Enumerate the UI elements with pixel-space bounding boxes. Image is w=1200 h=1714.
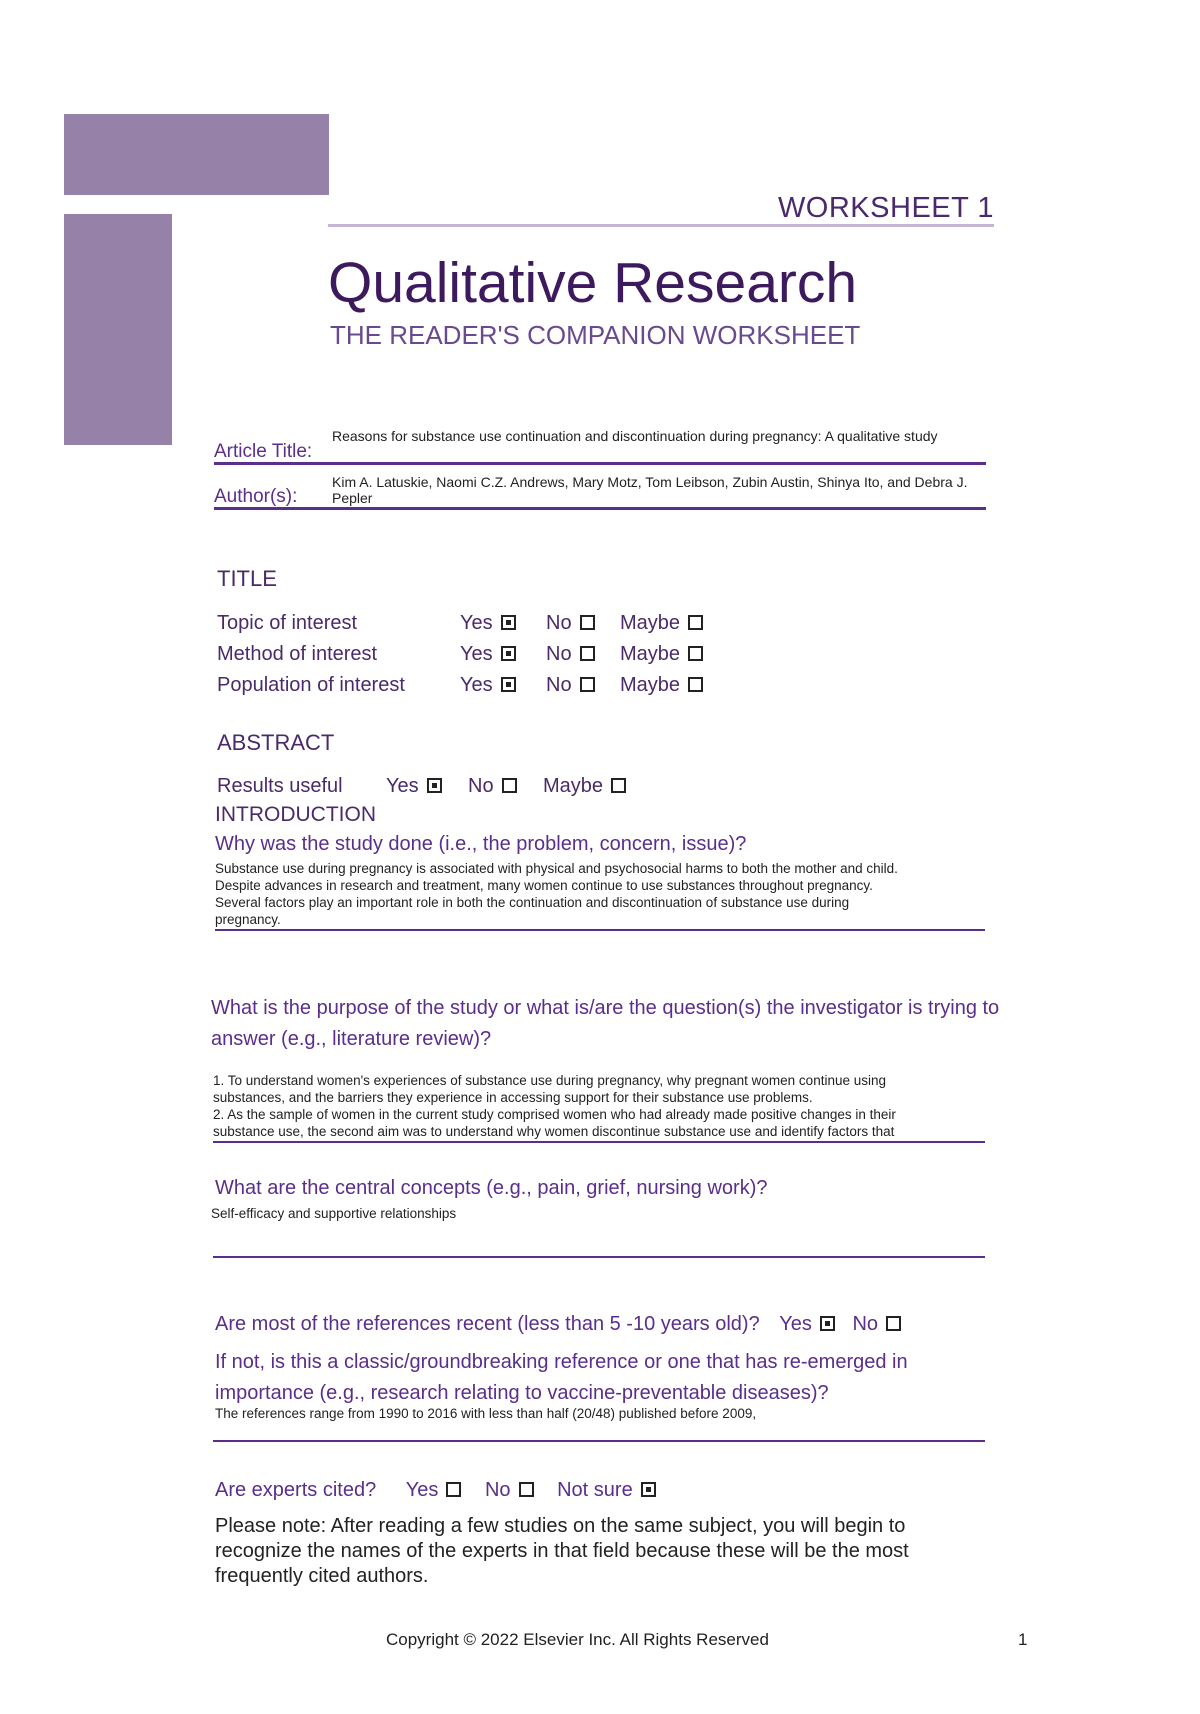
- population-maybe-checkbox[interactable]: [688, 677, 703, 692]
- page-subtitle: THE READER'S COMPANION WORKSHEET: [330, 320, 861, 350]
- method-no-option[interactable]: No: [546, 643, 595, 666]
- topic-no-option[interactable]: No: [546, 612, 595, 635]
- article-title-rule: [214, 462, 986, 465]
- page-number: 1: [1018, 1630, 1028, 1649]
- answer-central-concepts[interactable]: Self-efficacy and supportive relationships: [211, 1206, 457, 1221]
- answer-classic-rule: [213, 1440, 985, 1442]
- results-yes-option[interactable]: Yes: [386, 775, 442, 798]
- method-of-interest-label: Method of interest: [217, 643, 378, 665]
- results-yes-checkbox[interactable]: [427, 778, 442, 793]
- topic-no-checkbox[interactable]: [580, 615, 595, 630]
- answer-purpose-rule: [213, 1141, 985, 1143]
- references-yes-option[interactable]: Yes: [779, 1313, 835, 1335]
- experts-no-option[interactable]: No: [485, 1479, 534, 1501]
- population-no-checkbox[interactable]: [580, 677, 595, 692]
- question-purpose-of-study: What is the purpose of the study or what is/are the question(s) the investigator is trying to answer (e.g., literature review)?: [211, 997, 1000, 1050]
- population-of-interest-label: Population of interest: [217, 674, 405, 696]
- experts-yes-option[interactable]: Yes: [406, 1479, 462, 1501]
- references-no-checkbox[interactable]: [886, 1316, 901, 1331]
- method-maybe-checkbox[interactable]: [688, 646, 703, 661]
- decorative-block-side: [64, 214, 172, 445]
- results-maybe-checkbox[interactable]: [611, 778, 626, 793]
- answer-classic-reference[interactable]: The references range from 1990 to 2016 with less than half (20/48) published before 2009,: [215, 1406, 757, 1421]
- references-yes-checkbox[interactable]: [820, 1316, 835, 1331]
- results-no-option[interactable]: No: [468, 775, 517, 798]
- method-yes-checkbox[interactable]: [501, 646, 516, 661]
- results-maybe-option[interactable]: Maybe: [543, 775, 626, 798]
- introduction-section-heading: INTRODUCTION: [215, 803, 376, 826]
- method-maybe-option[interactable]: Maybe: [620, 643, 703, 666]
- question-experts-cited: Are experts cited? Yes No Not sure: [215, 1475, 656, 1506]
- topic-yes-checkbox[interactable]: [501, 615, 516, 630]
- experts-notsure-option[interactable]: Not sure: [557, 1479, 656, 1501]
- copyright-footer: Copyright © 2022 Elsevier Inc. All Rights Reserved: [386, 1630, 769, 1649]
- topic-yes-option[interactable]: Yes: [460, 612, 516, 635]
- page-title: Qualitative Research: [328, 251, 858, 315]
- header-divider: [328, 224, 994, 227]
- references-no-option[interactable]: No: [852, 1313, 901, 1335]
- population-maybe-option[interactable]: Maybe: [620, 674, 703, 697]
- title-section-heading: TITLE: [217, 566, 277, 591]
- article-title-value[interactable]: Reasons for substance use continuation and discontinuation during pregnancy: A qualitative study: [332, 428, 938, 444]
- experts-note: Please note: After reading a few studies on the same subject, you will begin to recognize the names of the experts in that field because these will be the most frequently cited authors.: [215, 1515, 909, 1587]
- abstract-section-heading: ABSTRACT: [217, 730, 335, 755]
- question-why-study-done: Why was the study done (i.e., the problem, concern, issue)?: [215, 833, 747, 855]
- answer-purpose-of-study[interactable]: 1. To understand women's experiences of substance use during pregnancy, why pregnant women continue using substances, and the barriers they experience in accessing support for their substance use problems. 2. As the sample of women in the current study comprised women who had already made positive changes in their substance use, the second aim was to understand why women discontinue substance use and identify factors that: [213, 1073, 896, 1139]
- topic-of-interest-label: Topic of interest: [217, 612, 358, 634]
- results-no-checkbox[interactable]: [502, 778, 517, 793]
- answer-concepts-rule: [213, 1256, 985, 1258]
- authors-value[interactable]: Kim A. Latuskie, Naomi C.Z. Andrews, Mary Motz, Tom Leibson, Zubin Austin, Shinya Ito, and Debra J. Pepler: [332, 474, 968, 506]
- answer-why-rule: [215, 929, 985, 931]
- question-central-concepts: What are the central concepts (e.g., pain, grief, nursing work)?: [215, 1177, 768, 1199]
- population-no-option[interactable]: No: [546, 674, 595, 697]
- article-title-label: Article Title:: [214, 441, 313, 462]
- topic-maybe-checkbox[interactable]: [688, 615, 703, 630]
- worksheet-label: WORKSHEET 1: [777, 192, 994, 224]
- method-no-checkbox[interactable]: [580, 646, 595, 661]
- method-yes-option[interactable]: Yes: [460, 643, 516, 666]
- topic-maybe-option[interactable]: Maybe: [620, 612, 703, 635]
- question-references-recent: Are most of the references recent (less than 5 -10 years old)? Yes No: [215, 1309, 901, 1340]
- experts-no-checkbox[interactable]: [519, 1482, 534, 1497]
- experts-yes-checkbox[interactable]: [446, 1482, 461, 1497]
- experts-notsure-checkbox[interactable]: [641, 1482, 656, 1497]
- question-classic-reference: If not, is this a classic/groundbreaking reference or one that has re-emerged in importance (e.g., research relating to vaccine-preventable diseases)?: [215, 1351, 908, 1404]
- population-yes-checkbox[interactable]: [501, 677, 516, 692]
- decorative-block-top: [64, 114, 329, 195]
- answer-why-study-done[interactable]: Substance use during pregnancy is associated with physical and psychosocial harms to both the mother and child. Despite advances in research and treatment, many women continue to use substances throughout pregnancy. Several factors play an important role in both the continuation and discontinuation of substance use during pregnancy.: [215, 861, 898, 927]
- authors-label: Author(s):: [214, 486, 298, 507]
- population-yes-option[interactable]: Yes: [460, 674, 516, 697]
- authors-rule: [214, 507, 986, 510]
- results-useful-label: Results useful: [217, 775, 343, 797]
